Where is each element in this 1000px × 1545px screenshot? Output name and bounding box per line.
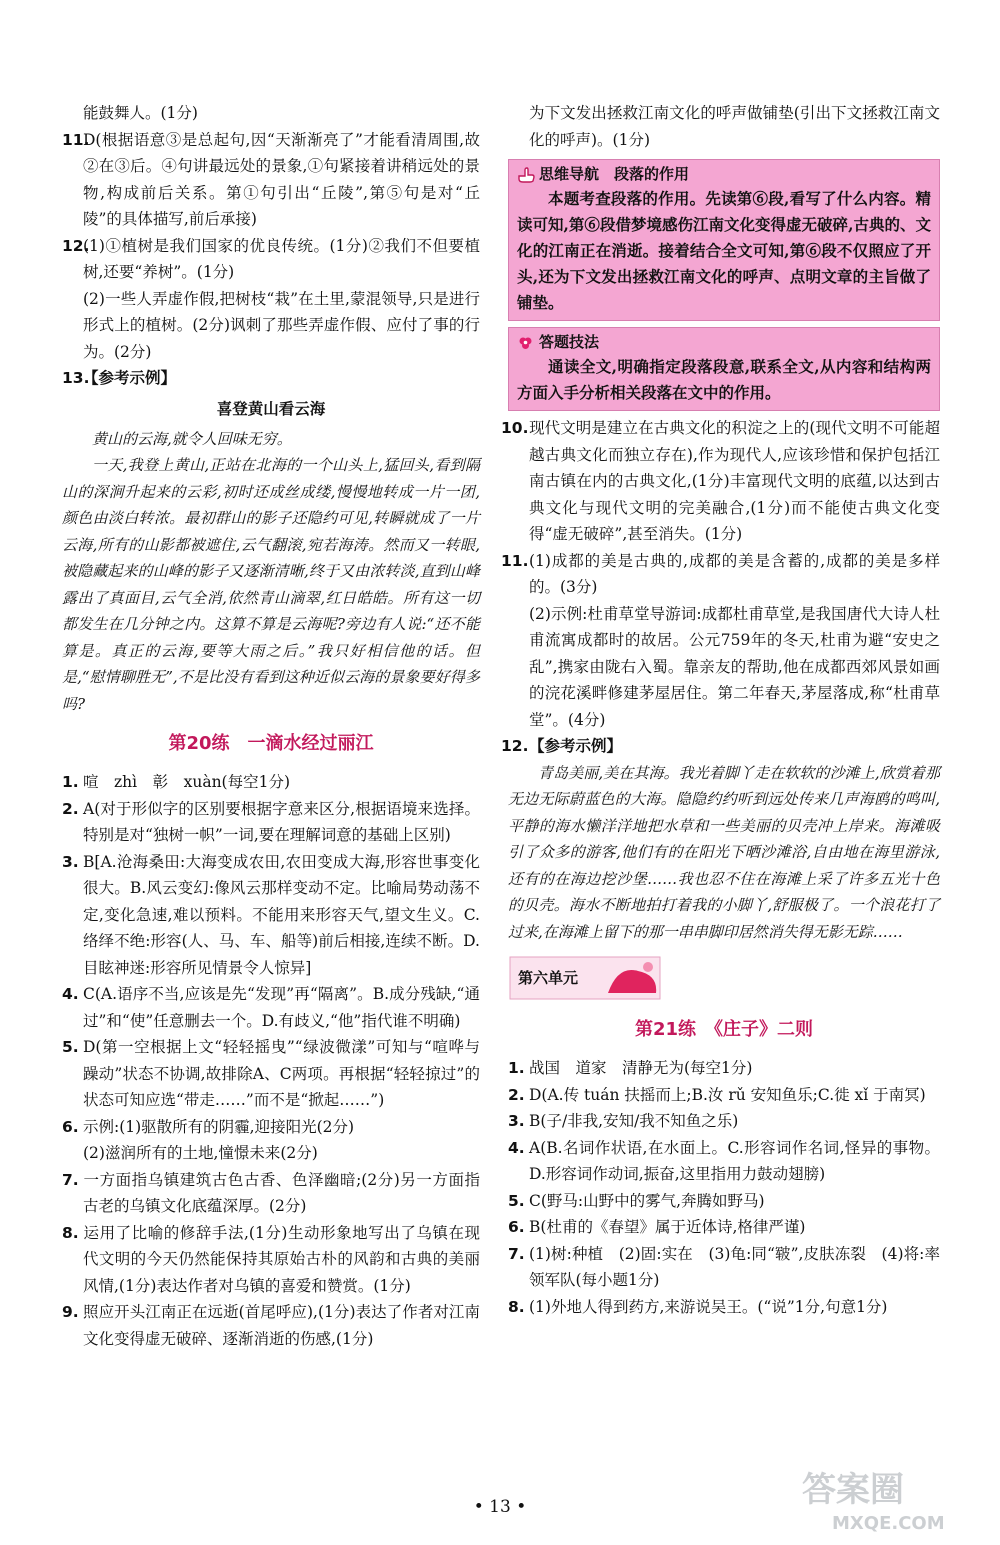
answer-2: 2. D(A.传 tuán 扶摇而上;B.汝 rǔ 安知鱼乐;C.徙 xǐ 于南冥) xyxy=(508,1082,940,1109)
thinking-guide-box xyxy=(508,159,940,321)
question-number: 13. xyxy=(62,369,90,387)
box-heading: 答题技法 xyxy=(517,330,931,354)
question-number: 8. xyxy=(62,1223,79,1242)
answer-5: 5. D(第一空根据上文“轻轻摇曳”“绿波微漾”可知与“喧哗与躁动”状态不协调,故排除A、C两项。再根据“轻轻掠过”的状态可知应选“带走……”而不是“掀起……”) xyxy=(62,1034,480,1114)
question-number: 11. xyxy=(62,130,90,149)
question-number: 6. xyxy=(62,1117,79,1136)
continued-line: 为下文发出拯救江南文化的呼声做铺垫(引出下文拯救江南文化的呼声)。(1分) xyxy=(529,104,940,149)
question-number: 12. xyxy=(62,236,90,255)
answer-2: 2. A(对于形似字的区别要根据字意来区分,根据语境来选择。特别是对“独树一帜”一词,要在理解词意的基础上区别) xyxy=(62,796,480,849)
answer-3: 3. B(子/非我,安知/我不知鱼之乐) xyxy=(508,1108,940,1135)
question-number: 9. xyxy=(62,1303,79,1321)
section-title-21: 第21练 《庄子》二则 xyxy=(634,1019,814,1040)
essay-paragraph: 青岛美丽,美在其海。我光着脚丫走在软软的沙滩上,欣赏着那无边无际蔚蓝色的大海。隐隐约约听到远处传来几声海鸥的鸣叫,平静的海水懒洋洋地把水草和一些美丽的贝壳冲上岸来。海滩吸引了众多的游客,他们有的在阳光下晒沙滩浴,自由地在海里游泳,还有的在海边挖沙堡……我也忍不住在海滩上采了许多五光十色的贝壳。海水不断地拍打着我的小脚丫,舒服极了。一个浪花打了过来,在海滩上留下的那一串串脚印居然消失得无影无踪…… xyxy=(508,763,940,941)
page-number: • 13 • xyxy=(473,1497,527,1517)
answer-8: 8. (1)外地人得到药方,来游说吴王。(“说”1分,句意1分) xyxy=(508,1294,940,1321)
left-column xyxy=(62,100,480,1352)
question-number: 2. xyxy=(508,1085,525,1104)
question-number: 10. xyxy=(501,419,529,437)
answer-1: 1. 战国 道家 清静无为(每空1分) xyxy=(508,1055,940,1082)
essay-paragraph: 一天,我登上黄山,正站在北海的一个山头上,猛回头,看到隔山的深涧升起来的云彩,初时还成丝成缕,慢慢地转成一片一团,颜色由淡白转浓。最初群山的影子还隐约可见,转瞬就成了一片云海,所有的山影都被遮住,云气翻滚,宛若海涛。然而又一转眼,被隐藏起来的山峰的影子又逐渐清晰,终于又由浓转淡,直到山峰露出了真面目,云气全消,依然青山滴翠,红日皓皓。所有这一切都发生在几分钟之内。这算不算是云海呢?旁边有人说:“还不能算是。真正的云海,要等大雨之后。”我只好相信他的话。但是,“慰情聊胜无”,不是比没有看到这种近似云海的景象要好得多吗? xyxy=(62,456,480,713)
answer-12 xyxy=(501,733,940,760)
answer-7: 7. 一方面指乌镇建筑古色古香、色泽幽暗;(2分)另一方面指古老的乌镇文化底蕴深厚。(2分) xyxy=(62,1167,480,1220)
question-number: 5. xyxy=(62,1038,79,1056)
answer-11: 11.D(根据语意③是总起句,因“天渐渐亮了”才能看清周围,故②在③后。④句讲最远处的景象,①句紧接着讲稍远处的景物,构成前后关系。第①句引出“丘陵”,第⑤句是对“丘陵”的具体描写,前后承接) xyxy=(62,127,480,233)
answer-1: 1. 喧 zhì 彰 xuàn(每空1分) xyxy=(62,769,480,796)
question-number: 2. xyxy=(62,799,79,818)
question-number: 11. xyxy=(501,551,529,570)
answer-13 xyxy=(62,365,480,392)
question-number: 3. xyxy=(508,1112,525,1130)
hand-pointer-icon xyxy=(517,167,535,183)
answer-3: 3. B[A.沧海桑田:大海变成农田,农田变成大海,形容世事变化很大。B.风云变幻:像风云那样变动不定。比喻局势动荡不定,变化急速,难以预料。不能用来形容天气,望文生义。C.络绎不绝:形容(人、马、车、船等)前后相接,连续不断。D.目眩神迷:形容所见情景令人惊异] xyxy=(62,849,480,982)
answer-10: 10.现代文明是建立在古典文化的积淀之上的(现代文明不可能超越古典文化而独立存在),作为现代人,应该珍惜和保护包括江南古镇在内的古典文化,(1分)丰富现代文明的底蕴,以达到古典文化与现代文明的完美融合,(1分)而不能使古典文化变得“虚无破碎”,甚至消失。(1分) xyxy=(508,415,940,548)
watermark-domain: MXQE.COM xyxy=(832,1513,945,1534)
continued-line: 能鼓舞人。(1分) xyxy=(83,104,198,122)
question-number: 5. xyxy=(508,1191,525,1210)
box-body: 本题考查段落的作用。先读第⑥段,看写了什么内容。精读可知,第⑥段借梦境感伤江南文化变得虚无破碎,古典的、文化的江南正在消逝。接着结合全文可知,第⑥段不仅照应了开头,还为下文发出拯救江南文化的呼声、点明文章的主旨做了铺垫。 xyxy=(517,189,931,312)
question-number: 4. xyxy=(62,985,79,1003)
reference-example-label: 【参考示例】 xyxy=(529,736,623,755)
answer-8: 8. 运用了比喻的修辞手法,(1分)生动形象地写出了乌镇在现代文明的今天仍然能保持其原始古朴的风韵和古典的美丽风情,(1分)表达作者对乌镇的喜爱和赞赏。(1分) xyxy=(62,1220,480,1300)
question-number: 3. xyxy=(62,852,79,871)
watermark-logo xyxy=(792,1457,982,1537)
question-number: 7. xyxy=(508,1244,525,1263)
answer-6-part1: 6. 示例:(1)驱散所有的阴霾,迎接阳光(2分) xyxy=(62,1114,480,1141)
essay-title: 喜登黄山看云海 xyxy=(216,398,326,418)
question-number: 6. xyxy=(508,1218,525,1236)
answer-12-part1: 12.(1)①植树是我们国家的优良传统。(1分)②我们不但要植树,还要“养树”。(1分) xyxy=(62,233,480,286)
question-number: 1. xyxy=(508,1059,525,1077)
right-column xyxy=(501,100,940,1320)
box-body: 通读全文,明确指定段落段意,联系全文,从内容和结构两方面入手分析相关段落在文中的作用。 xyxy=(517,357,931,402)
unit-banner xyxy=(508,953,668,1003)
essay-paragraph: 黄山的云海,就令人回味无穷。 xyxy=(92,429,292,448)
question-number: 12. xyxy=(501,737,529,755)
answer-technique-box xyxy=(508,327,940,411)
question-number: 8. xyxy=(508,1297,525,1316)
answer-9: 9. 照应开头江南正在远逝(首尾呼应),(1分)表达了作者对江南文化变得虚无破碎、逐渐消逝的伤感,(1分) xyxy=(62,1299,480,1352)
answer-5: 5. C(野马:山野中的雾气,奔腾如野马) xyxy=(508,1188,940,1215)
box-heading: 思维导航 段落的作用 xyxy=(517,162,931,186)
answer-11-part1: 11.(1)成都的美是古典的,成都的美是含蓄的,成都的美是多样的。(3分) xyxy=(508,548,940,601)
answer-11-part2: (2)示例:杜甫草堂导游词:成都杜甫草堂,是我国唐代大诗人杜甫流寓成都时的故居。公元759年的冬天,杜甫为避“安史之乱”,携家由陇右入蜀。靠亲友的帮助,他在成都西郊风景如画的浣花溪畔修建茅屋居住。第二年春天,茅屋落成,称“杜甫草堂”。(4分) xyxy=(529,604,940,729)
answer-4: 4. C(A.语序不当,应该是先“发现”再“隔离”。B.成分残缺,“通过”和“使”任意删去一个。D.有歧义,“他”指代谁不明确) xyxy=(62,981,480,1034)
flower-icon xyxy=(517,335,535,351)
watermark-brand: 答案圈 xyxy=(802,1470,904,1510)
answer-7: 7. (1)树:种植 (2)固:实在 (3)龟:同“皲”,皮肤冻裂 (4)将:率领军队(每小题1分) xyxy=(508,1241,940,1294)
unit-label: 第六单元 xyxy=(518,969,579,987)
question-number: 1. xyxy=(62,773,79,791)
answer-6-part2: (2)滋润所有的土地,憧憬未来(2分) xyxy=(83,1144,318,1162)
answer-4: 4. A(B.名词作状语,在水面上。C.形容词作名词,怪异的事物。D.形容词作动词,振奋,这里指用力鼓动翅膀) xyxy=(508,1135,940,1188)
reference-example-label: 【参考示例】 xyxy=(83,368,177,387)
answer-12-part2: (2)一些人弄虚作假,把树枝“栽”在土里,蒙混领导,只是进行形式上的植树。(2分)讽刺了那些弄虚作假、应付了事的行为。(2分) xyxy=(83,289,480,361)
section-title-20: 第20练 一滴水经过丽江 xyxy=(168,733,374,754)
question-number: 4. xyxy=(508,1138,525,1157)
question-number: 7. xyxy=(62,1170,79,1189)
answer-6: 6. B(杜甫的《春望》属于近体诗,格律严谨) xyxy=(508,1214,940,1241)
